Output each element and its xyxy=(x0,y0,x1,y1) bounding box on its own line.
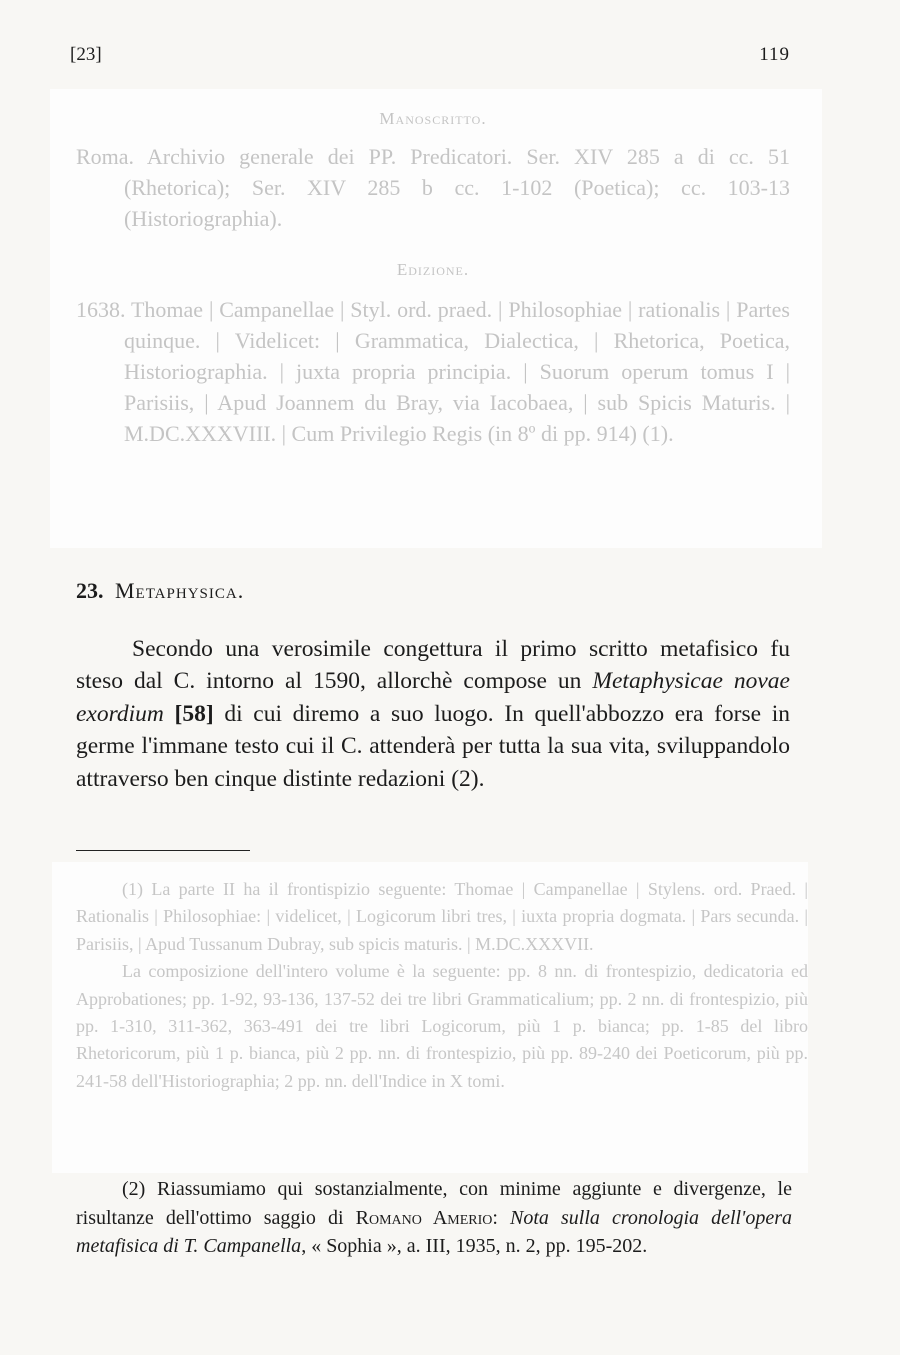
section-heading xyxy=(76,578,790,604)
body-paragraph xyxy=(76,633,790,795)
faded-footnote-block xyxy=(52,862,808,1173)
running-head xyxy=(70,44,790,72)
page-number: 119 xyxy=(759,44,790,65)
body-text-part2: di cui diremo a suo luogo. In quell'abbozzo era forse in germe l'immane testo cui il C. attenderà per tutta la sua vita, sviluppandolo attraverso ben cinque distinte redazioni (2). xyxy=(76,700,790,792)
footnote-1-paragraph-2: La composizione dell'intero volume è la seguente: pp. 8 nn. di frontespizio, dedicatoria ed Approbationes; pp. 1-92, 93-136, 137-52 dei tre libri Grammaticalium; pp. 2 nn. di frontespizio, più pp. 1-310, 311-362, 363-491 dei tre libri Logicorum, più 1 p. bianca; pp. 1-85 del libro Rhetoricorum, più 1 p. bianca, più 2 pp. nn. di frontespizio, più pp. 89-240 dei Poeticorum, più pp. 241-58 dell'Historiographia; 2 pp. nn. dell'Indice in X tomi. xyxy=(76,961,808,1091)
footnote-separator xyxy=(76,850,250,851)
body-text-italic-title: Metaphysicae novae exordium xyxy=(76,668,790,727)
manuscript-text: Roma. Archivio generale dei PP. Predicatori. Ser. XIV 285 a di cc. 51 (Rhetorica); Ser. XIV 285 b cc. 1-102 (Poetica); cc. 103-13 (Historiographia). xyxy=(76,144,790,231)
section-number: 23. xyxy=(76,578,104,603)
edition-heading: Edizione. xyxy=(396,260,470,279)
manuscript-heading: Manoscritto. xyxy=(379,109,487,128)
footnote-2-part3: , « Sophia », a. III, 1935, n. 2, pp. 195-202. xyxy=(301,1235,648,1258)
faded-bibliography-block xyxy=(50,89,822,548)
body-cross-reference: [58] xyxy=(174,700,214,727)
section-title: Metaphysica. xyxy=(115,578,245,603)
running-head-section-ref: [23] xyxy=(70,44,102,65)
footnote-2-part2: : xyxy=(492,1206,511,1229)
footnote-2-title: Nota sulla cronologia dell'opera metafisica di T. Campanella xyxy=(76,1206,792,1258)
footnote-2-author: Romano Amerio xyxy=(355,1206,493,1229)
footnote-1-paragraph-1: (1) La parte II ha il frontispizio seguente: Thomae | Campanellae | Stylens. ord. Praed. | Rationalis | Philosophiae: | videlicet, | Logicorum libri tres, | iuxta propria dogmata. | Pars secunda. | Parisiis, | Apud Tussanum Dubray, sub spicis maturis. | M.DC.XXXVII. xyxy=(76,879,808,954)
footnote-2-part1: (2) Riassumiamo qui sostanzialmente, con minime aggiunte e divergenze, le risultanze dell'ottimo saggio di xyxy=(76,1178,792,1229)
footnote-2 xyxy=(76,1175,792,1261)
edition-text: 1638. Thomae | Campanellae | Styl. ord. praed. | Philosophiae | rationalis | Partes quinque. | Videlicet: | Grammatica, Dialectica, | Rhetorica, Poetica, Historiographia. | juxta propria principia. | Suorum operum tomus I | Parisiis, | Apud Joannem du Bray, via Iacobaea, | sub Spicis Maturis. | M.DC.XXXVIII. | Cum Privilegio Regis (in 8º di pp. 914) (1). xyxy=(76,297,790,446)
body-text-part1: Secondo una verosimile congettura il primo scritto metafisico fu steso dal C. intorno al 1590, allorchè compose un xyxy=(76,636,790,695)
